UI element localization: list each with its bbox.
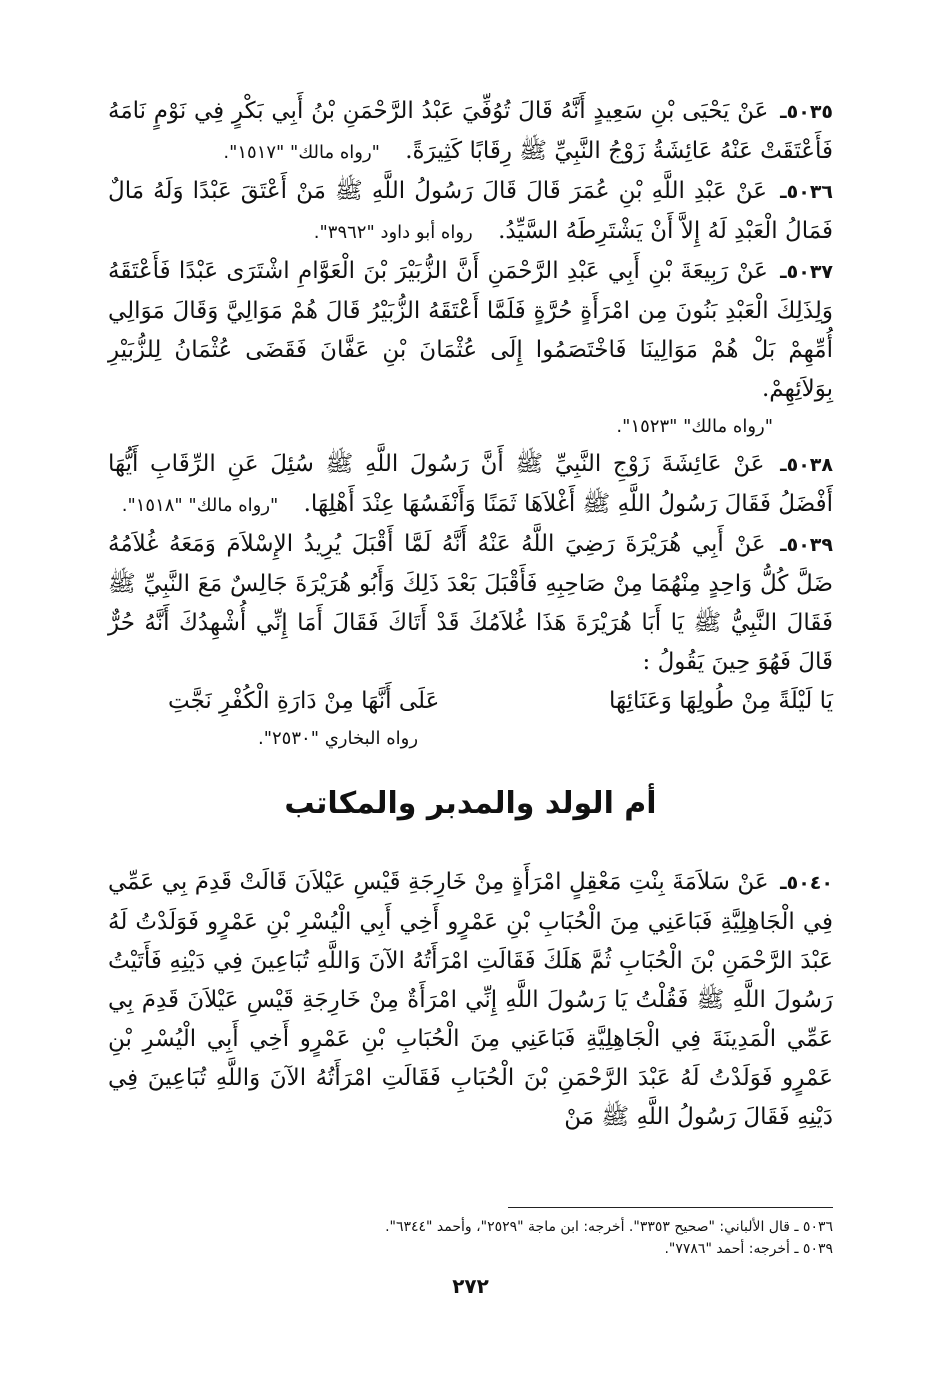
hadith-5037 — [108, 252, 833, 409]
section-title: أم الولد والمدبر والمكاتب — [284, 786, 657, 821]
hadith-number: ٥٠٣٦ـ — [780, 181, 834, 203]
hadith-source: "رواه مالك" "١٥١٨". — [121, 495, 279, 516]
poetry-verse — [108, 682, 833, 721]
hadith-text: عَنْ سَلاَمَةَ بِنْتِ مَعْقِلٍ امْرَأَةٍ مِنْ خَارِجَةِ قَيْسِ عَيْلاَنَ قَالَتْ قَدِمَ بِي عَمِّي فِي الْجَاهِلِيَّةِ فَبَاعَنِي مِنَ الْحُبَابِ بْنِ عَمْرٍو أَخِي أَبِي الْيُسْرِ بْنِ عَمْرٍو فَوَلَدْتُ لَهُ عَبْدَ الرَّحْمَنِ بْنَ الْحُبَابِ ثُمَّ هَلَكَ فَقَالَتِ امْرَأَتُهُ الآنَ وَاللَّهِ تُبَاعِينَ فِي دَيْنِهِ فَأَتَيْتُ رَسُولَ اللَّهِ ﷺ فَقُلْتُ يَا رَسُولَ اللَّهِ إِنِّي امْرَأَةٌ مِنْ خَارِجَةِ قَيْسِ عَيْلاَنَ قَدِمَ بِي عَمِّي الْمَدِينَةَ فِي الْجَاهِلِيَّةِ فَبَاعَنِي مِنَ الْحُبَابِ بْنِ عَمْرٍو أَخِي أَبِي الْيُسْرِ بْنِ عَمْرٍو فَوَلَدْتُ لَهُ عَبْدَ الرَّحْمَنِ بْنَ الْحُبَابِ فَقَالَتِ امْرَأَتُهُ الآنَ وَاللَّهِ تُبَاعِينَ فِي دَيْنِهِ فَقَالَ رَسُولُ اللَّهِ ﷺ مَنْ — [108, 869, 833, 1130]
hadith-text: عَنْ رَبِيعَةَ بْنِ أَبِي عَبْدِ الرَّحْمَنِ أَنَّ الزُّبَيْرَ بْنَ الْعَوَّامِ اشْتَرَى عَبْدًا فَأَعْتَقَهُ وَلِذَلِكَ الْعَبْدِ بَنُونَ مِن امْرَأَةٍ حُرَّةٍ فَلَمَّا أَعْتَقَهُ الزُّبَيْرُ قَالَ هُمْ مَوَالِيَّ وَقَالَ مَوَالِي أُمِّهِمْ بَلْ هُمْ مَوَالِينَا فَاخْتَصَمُوا إِلَى عُثْمَانَ بْنِ عَفَّانَ فَقَضَى عُثْمَانُ لِلزُّبَيْرِ بِوَلاَئِهِمْ. — [108, 258, 833, 402]
hadith-number: ٥٠٣٩ـ — [780, 534, 833, 556]
hadith-number: ٥٠٤٠ـ — [780, 872, 833, 894]
hadith-text: عَنْ يَحْيَى بْنِ سَعِيدٍ أَنَّهُ قَالَ تُوُفِّيَ عَبْدُ الرَّحْمَنِ بْنُ أَبِي بَكْرٍ فِي نَوْمٍ نَامَهُ فَأَعْتَقَتْ عَنْهُ عَائِشَةُ زَوْجُ النَّبِيِّ ﷺ رِقَابًا كَثِيرَةً. — [108, 98, 833, 164]
hadith-number: ٥٠٣٨ـ — [780, 454, 833, 476]
verse-first-hemistich: يَا لَيْلَةً مِنْ طُولِهَا وَعَنَائِهَا — [609, 688, 833, 714]
hadith-source: "رواه مالك" "١٥١٧". — [223, 142, 380, 163]
hadith-source: رواه البخاري "٢٥٣٠". — [258, 728, 419, 749]
hadith-5036 — [108, 172, 833, 252]
hadith-5039 — [108, 525, 833, 682]
hadith-number: ٥٠٣٥ـ — [780, 101, 834, 123]
hadith-source: "رواه مالك" "١٥٢٣". — [616, 416, 773, 437]
hadith-source: رواه أبو داود "٣٩٦٢". — [313, 222, 473, 243]
hadith-5038 — [108, 445, 833, 525]
hadith-5040 — [108, 863, 833, 1137]
hadith-text: عَنْ أَبِي هُرَيْرَةَ رَضِيَ اللَّهُ عَنْهُ أَنَّهُ لَمَّا أَقْبَلَ يُرِيدُ الإِسْلاَمَ وَمَعَهُ غُلاَمُهُ ضَلَّ كُلُّ وَاحِدٍ مِنْهُمَا مِنْ صَاحِبِهِ فَأَقْبَلَ بَعْدَ ذَلِكَ وَأَبُو هُرَيْرَةَ جَالِسٌ مَعَ النَّبِيِّ ﷺ فَقَالَ النَّبِيُّ ﷺ يَا أَبَا هُرَيْرَةَ هَذَا غُلاَمُكَ قَدْ أَتَاكَ فَقَالَ أَمَا إِنِّي أُشْهِدُكَ أَنَّهُ حُرٌّ قَالَ فَهُوَ حِينَ يَقُولُ : — [108, 531, 833, 675]
footnote-divider — [508, 1207, 833, 1208]
hadith-number: ٥٠٣٧ـ — [780, 261, 834, 283]
footnote-5036: ٥٠٣٦ ـ قال الألباني: "صحيح ٣٣٥٣". أخرجه: ابن ماجة "٢٥٢٩"، وأحمد "٦٣٤٤". — [385, 1219, 833, 1235]
page-number: ٢٧٢ — [452, 1274, 489, 1298]
footnote-5039: ٥٠٣٩ ـ أخرجه: أحمد "٧٧٨٦". — [664, 1241, 833, 1257]
hadith-text: عَنْ عَائِشَةَ زَوْجِ النَّبِيِّ ﷺ أَنَّ رَسُولَ اللَّهِ ﷺ سُئِلَ عَنِ الرِّقَابِ أَيُّهَا أَفْضَلُ فَقَالَ رَسُولُ اللَّهِ ﷺ أَغْلاَهَا ثَمَنًا وَأَنْفَسُهَا عِنْدَ أَهْلِهَا. — [108, 451, 833, 517]
page-body — [108, 92, 833, 1137]
hadith-text: عَنْ عَبْدِ اللَّهِ بْنِ عُمَرَ قَالَ قَالَ رَسُولُ اللَّهِ ﷺ مَنْ أَعْتَقَ عَبْدًا وَلَهُ مَالٌ فَمَالُ الْعَبْدِ لَهُ إِلاَّ أَنْ يَشْتَرِطَهُ السَّيِّدُ. — [108, 178, 833, 244]
footnotes — [108, 1216, 833, 1260]
hadith-5035 — [108, 92, 833, 172]
verse-second-hemistich: عَلَى أَنَّهَا مِنْ دَارَةِ الْكُفْرِ نَجَّتِ — [168, 688, 440, 714]
